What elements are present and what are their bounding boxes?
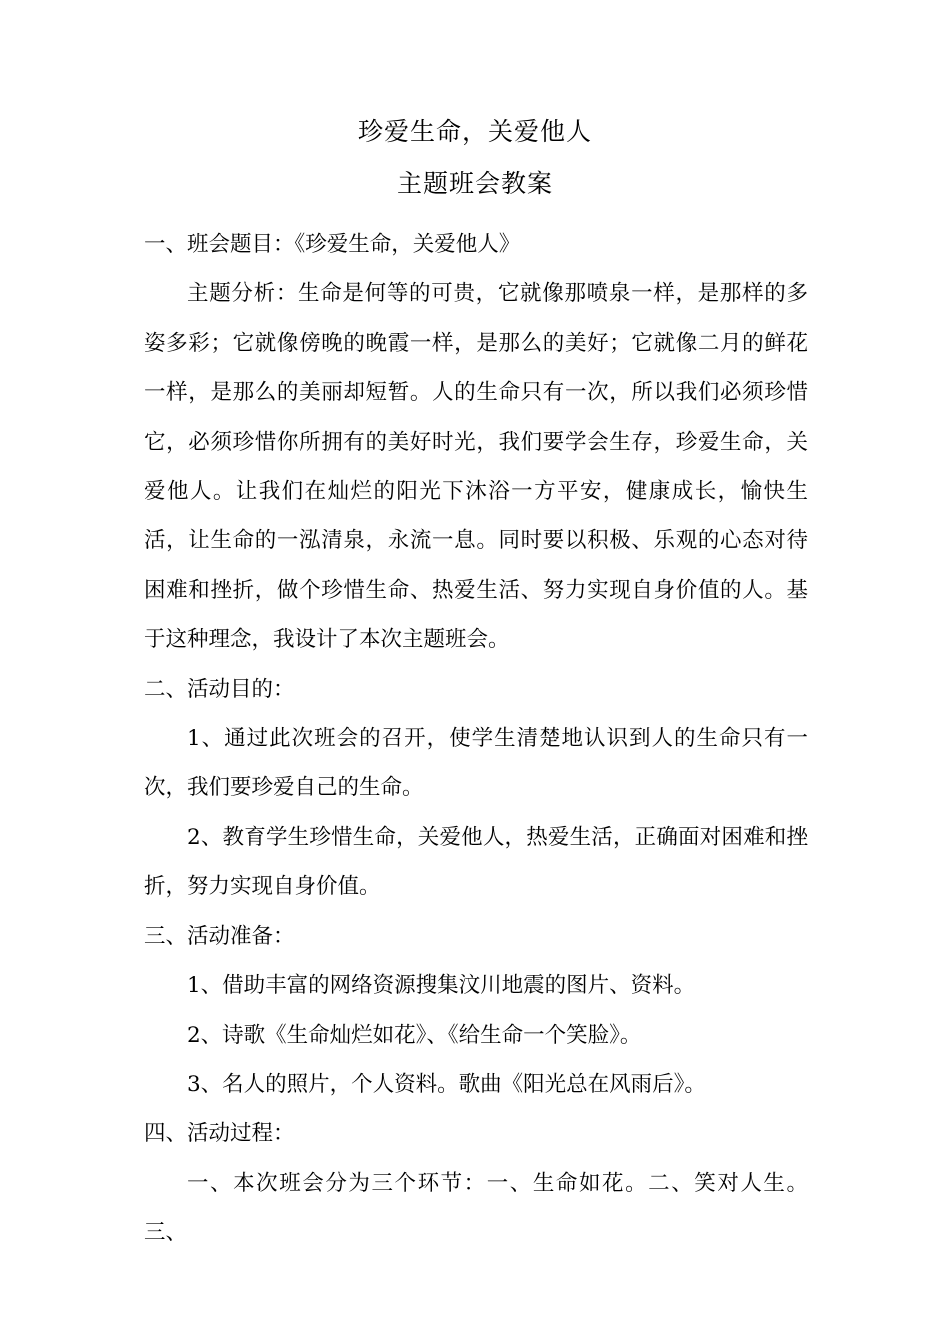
document-title: 珍爱生命，关爱他人: [357, 117, 592, 146]
section-heading-topic: 一、班会题目：《珍爱生命，关爱他人》: [144, 232, 521, 257]
process-item-1: 一、本次班会分为三个环节：一、生命如花。二、笑对人生。三、: [144, 1170, 808, 1246]
topic-analysis-paragraph: 主题分析：生命是何等的可贵，它就像那喷泉一样，是那样的多姿多彩；它就像傍晚的晚霞一样，是那么的美好；它就像二月的鲜花一样，是那么的美丽却短暂。人的生命只有一次，所以我们必须珍惜它，必须珍惜你所拥有的美好时光，我们要学会生存，珍爱生命，关爱他人。让我们在灿烂的阳光下沐浴一方平安，健康成长，愉快生活，让生命的一泓清泉，永流一息。同时要以积极、乐观的心态对待困难和挫折，做个珍惜生命、热爱生活、努力实现自身价值的人。基于这种理念，我设计了本次主题班会。: [144, 281, 808, 653]
document-subtitle: 主题班会教案: [396, 169, 553, 198]
section-heading-process: 四、活动过程：: [144, 1121, 295, 1147]
preparation-item-2: 2、诗歌《生命灿烂如花》、《给生命一个笑脸》。: [187, 1022, 642, 1048]
section-heading-preparation: 三、活动准备：: [144, 923, 295, 949]
preparation-item-1: 1、借助丰富的网络资源搜集汶川地震的图片、资料。: [187, 973, 696, 999]
goal-item-1: 1、通过此次班会的召开，使学生清楚地认识到人的生命只有一次，我们要珍爱自己的生命。: [144, 726, 808, 801]
goal-item-2: 2、教育学生珍惜生命，关爱他人，热爱生活，正确面对困难和挫折，努力实现自身价值。: [144, 824, 808, 900]
preparation-item-3: 3、名人的照片，个人资料。歌曲《阳光总在风雨后》。: [187, 1071, 706, 1097]
document-body: [144, 220, 808, 1258]
section-heading-goals: 二、活动目的：: [144, 676, 295, 702]
